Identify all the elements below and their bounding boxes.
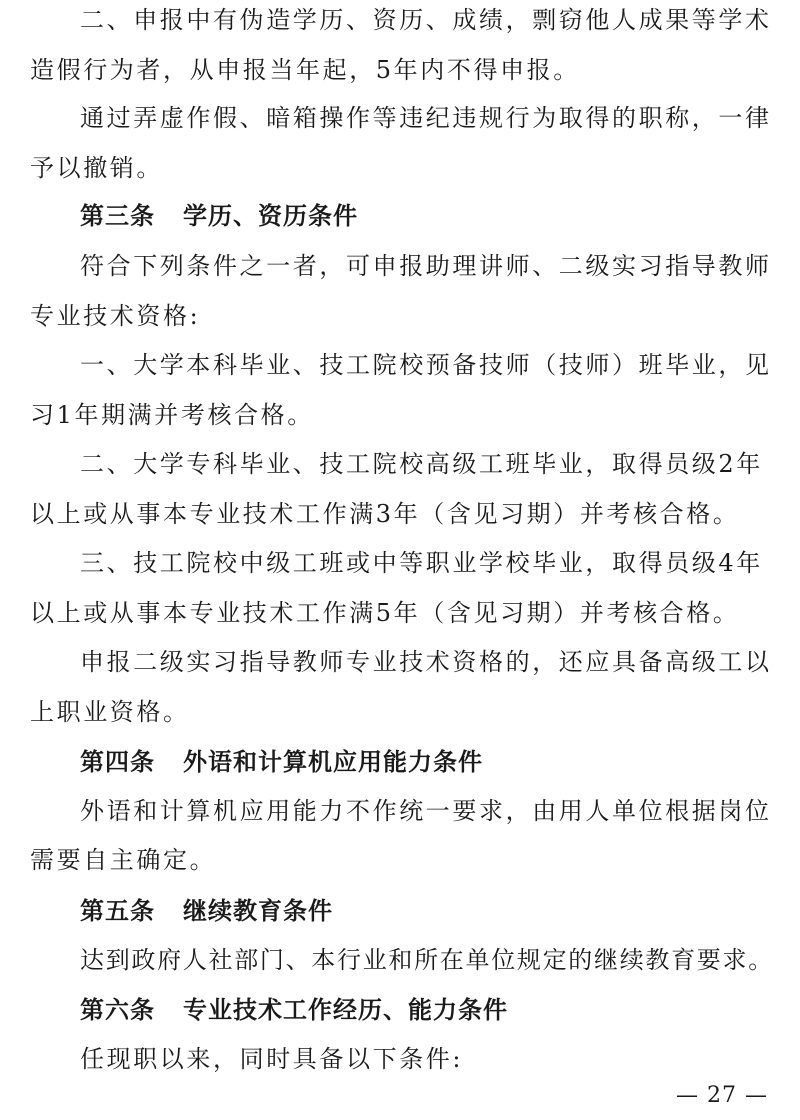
body-line: 申报二级实习指导教师专业技术资格的，还应具备高级工以 — [80, 648, 772, 676]
page-number: — 27 — — [676, 1083, 768, 1108]
body-line: 二、申报中有伪造学历、资历、成绩，剽窃他人成果等学术 — [80, 6, 772, 34]
body-line: 二、大学专科毕业、技工院校高级工班毕业，取得员级2年 — [80, 450, 763, 478]
body-line: 一、大学本科毕业、技工院校预备技师（技师）班毕业，见 — [80, 351, 772, 379]
body-line: 专业技术资格: — [30, 302, 201, 330]
body-line: 习1年期满并考核合格。 — [30, 401, 314, 429]
body-line: 三、技工院校中级工班或中等职业学校毕业，取得员级4年 — [80, 549, 763, 577]
article-number: 第六条 — [80, 996, 155, 1024]
body-line: 通过弄虚作假、暗箱操作等违纪违规行为取得的职称，一律 — [80, 104, 772, 132]
article-title: 继续教育条件 — [183, 897, 333, 925]
article-number: 第四条 — [80, 748, 155, 776]
body-line: 外语和计算机应用能力不作统一要求，由用人单位根据岗位 — [80, 797, 772, 825]
article-title: 专业技术工作经历、能力条件 — [183, 996, 508, 1024]
article-title: 学历、资历条件 — [183, 202, 358, 230]
body-line: 造假行为者，从申报当年起，5年内不得申报。 — [30, 56, 580, 84]
article-number: 第五条 — [80, 897, 155, 925]
body-line: 以上或从事本专业技术工作满3年（含见习期）并考核合格。 — [30, 500, 740, 528]
article-heading — [80, 896, 333, 926]
article-heading — [80, 201, 358, 231]
body-line: 达到政府人社部门、本行业和所在单位规定的继续教育要求。 — [80, 946, 774, 974]
article-number: 第三条 — [80, 202, 155, 230]
body-line: 符合下列条件之一者，可申报助理讲师、二级实习指导教师 — [80, 252, 772, 280]
body-line: 予以撤销。 — [30, 154, 163, 182]
article-heading — [80, 995, 508, 1025]
body-line: 以上或从事本专业技术工作满5年（含见习期）并考核合格。 — [30, 599, 740, 627]
article-title: 外语和计算机应用能力条件 — [183, 748, 483, 776]
body-line: 需要自主确定。 — [30, 846, 217, 874]
article-heading — [80, 747, 483, 777]
body-line: 任现职以来，同时具备以下条件: — [80, 1045, 464, 1073]
body-line: 上职业资格。 — [30, 698, 190, 726]
